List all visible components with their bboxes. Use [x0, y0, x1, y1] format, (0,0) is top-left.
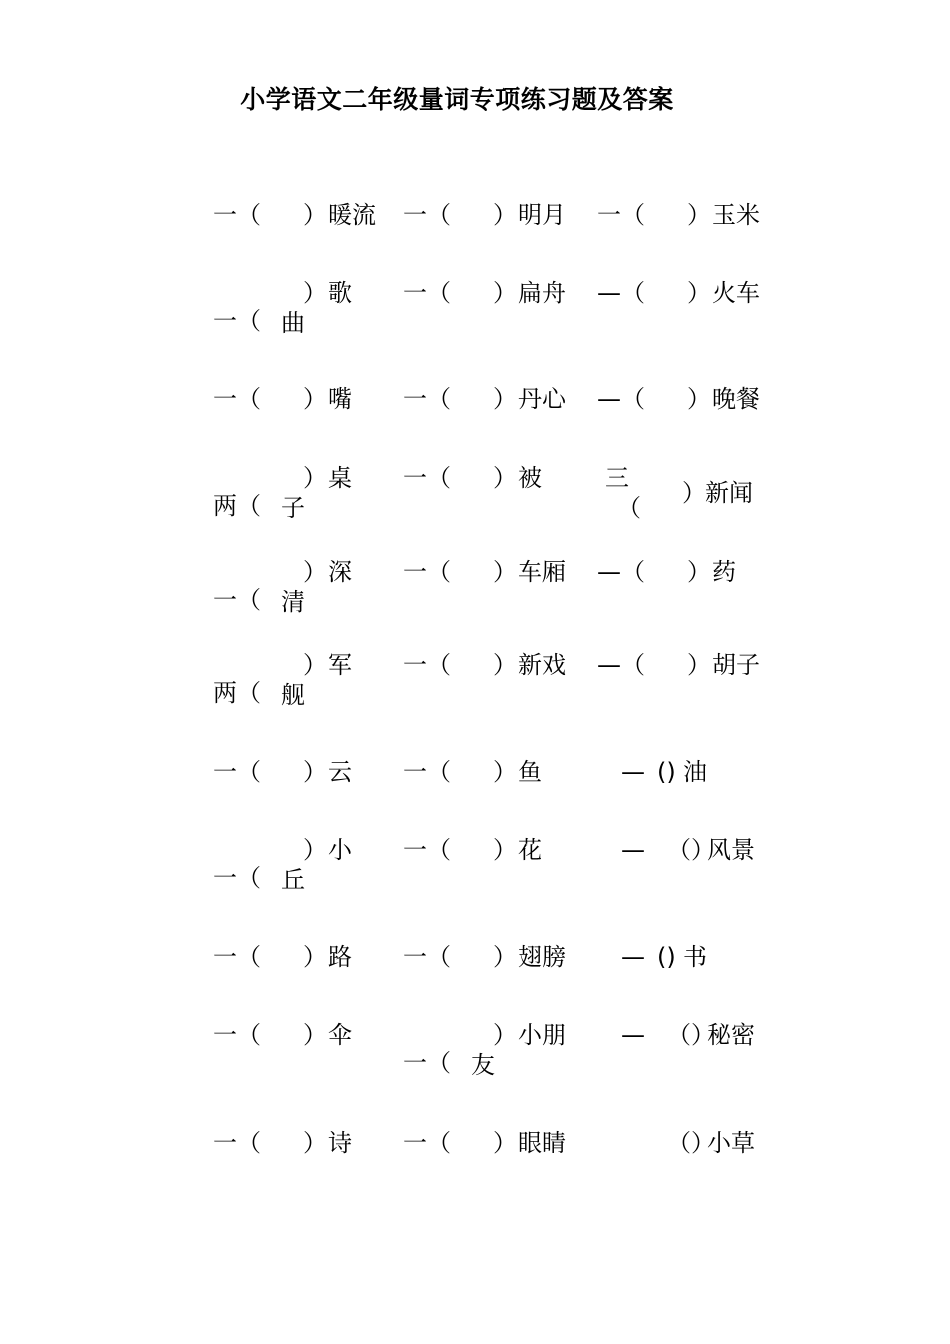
item-prefix: 一（ [213, 864, 261, 892]
noun-word: 火车 [712, 279, 760, 307]
measure-word-item [403, 757, 603, 837]
measure-word-item [403, 278, 603, 358]
item-prefix: 一（ [403, 836, 451, 864]
noun-word: 深 [328, 558, 352, 586]
measure-word-item [213, 1020, 413, 1100]
item-prefix: 一（ [403, 943, 451, 971]
item-prefix: 一（ [213, 1021, 261, 1049]
blank-bracket: ） [303, 1021, 327, 1049]
measure-word-item [213, 1128, 413, 1208]
blank-bracket: ） [493, 385, 517, 413]
noun-word: 晚餐 [712, 385, 760, 413]
noun-word: 新闻 [705, 479, 753, 507]
blank-bracket: ） [687, 201, 711, 229]
noun-word: 路 [328, 943, 352, 971]
exercise-row [0, 1020, 950, 1100]
page-title: 小学语文二年级量词专项练习题及答案 [240, 85, 674, 114]
blank-bracket: ） [687, 385, 711, 413]
exercise-row [0, 835, 950, 915]
noun-word: 丹心 [518, 385, 566, 413]
noun-word: 明月 [518, 201, 566, 229]
noun-word: 小 [328, 836, 352, 864]
noun-word: 玉米 [712, 201, 760, 229]
item-prefix: — [621, 836, 645, 864]
measure-word-item [213, 557, 413, 637]
noun-word: 嘴 [328, 385, 352, 413]
noun-word: 鱼 [518, 758, 542, 786]
exercise-row [0, 384, 950, 464]
measure-word-item [597, 1128, 797, 1208]
noun-word: 油 [683, 758, 707, 786]
exercise-row [0, 757, 950, 837]
item-prefix: 一（ [213, 943, 261, 971]
blank-bracket: ） [303, 1129, 327, 1157]
blank-bracket: （） [667, 836, 715, 864]
item-prefix: 三 [605, 464, 629, 492]
blank-bracket: ） [682, 479, 706, 507]
item-prefix: 一（ [403, 201, 451, 229]
measure-word-item [213, 463, 413, 543]
exercise-row [0, 278, 950, 358]
item-prefix: —（ [597, 385, 645, 413]
measure-word-item [403, 200, 603, 280]
noun-word: 秘密 [707, 1021, 755, 1049]
noun-word: 桌 [328, 464, 352, 492]
blank-bracket: ） [687, 279, 711, 307]
noun-word: 云 [328, 758, 352, 786]
measure-word-item [597, 757, 797, 837]
item-prefix: 一（ [213, 586, 261, 614]
blank-bracket: ） [493, 558, 517, 586]
blank-bracket: ） [493, 279, 517, 307]
blank-bracket: ） [303, 836, 327, 864]
noun-word: 药 [712, 558, 736, 586]
measure-word-item [403, 1128, 603, 1208]
measure-word-item [403, 942, 603, 1022]
item-prefix: —（ [597, 651, 645, 679]
noun-word: 军 [328, 651, 352, 679]
noun-word: 诗 [328, 1129, 352, 1157]
item-prefix: 一（ [213, 758, 261, 786]
noun-word: 伞 [328, 1021, 352, 1049]
blank-bracket: ） [303, 464, 327, 492]
measure-word-item [597, 942, 797, 1022]
item-prefix: 一（ [213, 307, 261, 335]
noun-word: 花 [518, 836, 542, 864]
exercise-row [0, 942, 950, 1022]
item-prefix: — [621, 943, 645, 971]
item-prefix-bracket: （ [617, 494, 641, 522]
measure-word-item [213, 200, 413, 280]
measure-word-item [213, 650, 413, 730]
measure-word-item [213, 835, 413, 915]
measure-word-item [597, 384, 797, 464]
measure-word-item [597, 557, 797, 637]
item-prefix: 两（ [213, 492, 261, 520]
noun-word: 被 [518, 464, 542, 492]
measure-word-item [597, 200, 797, 280]
item-prefix: 一（ [403, 651, 451, 679]
item-prefix: — [621, 1021, 645, 1049]
blank-bracket: () [657, 758, 676, 786]
measure-word-item [213, 384, 413, 464]
item-prefix: — [621, 758, 645, 786]
exercise-row [0, 557, 950, 637]
noun-word: 小朋 [518, 1021, 566, 1049]
noun-word: 暖流 [328, 201, 376, 229]
noun-word-continued: 丘 [281, 866, 305, 894]
blank-bracket: ） [303, 651, 327, 679]
blank-bracket: ） [493, 1129, 517, 1157]
exercise-row [0, 463, 950, 543]
blank-bracket: ） [493, 464, 517, 492]
blank-bracket: ） [303, 943, 327, 971]
item-prefix: 一（ [403, 279, 451, 307]
measure-word-item [597, 278, 797, 358]
item-prefix: 一（ [213, 201, 261, 229]
blank-bracket: ） [303, 201, 327, 229]
item-prefix: 一（ [597, 201, 645, 229]
blank-bracket: ） [493, 943, 517, 971]
item-prefix: 一（ [403, 464, 451, 492]
blank-bracket: ） [303, 758, 327, 786]
blank-bracket: ） [493, 1021, 517, 1049]
blank-bracket: （） [667, 1129, 715, 1157]
noun-word: 书 [683, 943, 707, 971]
measure-word-item [403, 384, 603, 464]
blank-bracket: ） [303, 385, 327, 413]
noun-word: 小草 [707, 1129, 755, 1157]
item-prefix: —（ [597, 558, 645, 586]
measure-word-item [597, 835, 797, 915]
measure-word-item [597, 463, 797, 543]
noun-word-continued: 子 [281, 494, 305, 522]
blank-bracket: ） [493, 758, 517, 786]
blank-bracket: ） [493, 201, 517, 229]
blank-bracket: ） [687, 651, 711, 679]
item-prefix: 一（ [403, 758, 451, 786]
measure-word-item [403, 463, 603, 543]
item-prefix: 一（ [403, 1129, 451, 1157]
measure-word-item [213, 942, 413, 1022]
measure-word-item [403, 557, 603, 637]
item-prefix: 一（ [213, 385, 261, 413]
item-prefix: —（ [597, 279, 645, 307]
blank-bracket: ） [493, 651, 517, 679]
item-prefix: 一（ [403, 385, 451, 413]
item-prefix: 两（ [213, 679, 261, 707]
noun-word: 车厢 [518, 558, 566, 586]
noun-word-continued: 舰 [281, 681, 305, 709]
measure-word-item [403, 650, 603, 730]
noun-word: 歌 [328, 279, 352, 307]
item-prefix: 一（ [403, 558, 451, 586]
noun-word: 胡子 [712, 651, 760, 679]
noun-word: 风景 [707, 836, 755, 864]
measure-word-item [403, 835, 603, 915]
noun-word: 扁舟 [518, 279, 566, 307]
noun-word: 眼睛 [518, 1129, 566, 1157]
measure-word-item [213, 278, 413, 358]
measure-word-item [213, 757, 413, 837]
noun-word: 翅膀 [518, 943, 566, 971]
blank-bracket: ） [303, 558, 327, 586]
item-prefix: 一（ [213, 1129, 261, 1157]
blank-bracket: ） [493, 836, 517, 864]
exercise-row [0, 650, 950, 730]
measure-word-item [403, 1020, 603, 1100]
blank-bracket: () [657, 943, 676, 971]
exercise-row [0, 200, 950, 280]
item-prefix: 一（ [403, 1049, 451, 1077]
blank-bracket: ） [303, 279, 327, 307]
noun-word-continued: 友 [471, 1051, 495, 1079]
measure-word-item [597, 650, 797, 730]
measure-word-item [597, 1020, 797, 1100]
exercise-row [0, 1128, 950, 1208]
noun-word-continued: 清 [281, 588, 305, 616]
blank-bracket: （） [667, 1021, 715, 1049]
noun-word: 新戏 [518, 651, 566, 679]
blank-bracket: ） [687, 558, 711, 586]
noun-word-continued: 曲 [281, 309, 305, 337]
